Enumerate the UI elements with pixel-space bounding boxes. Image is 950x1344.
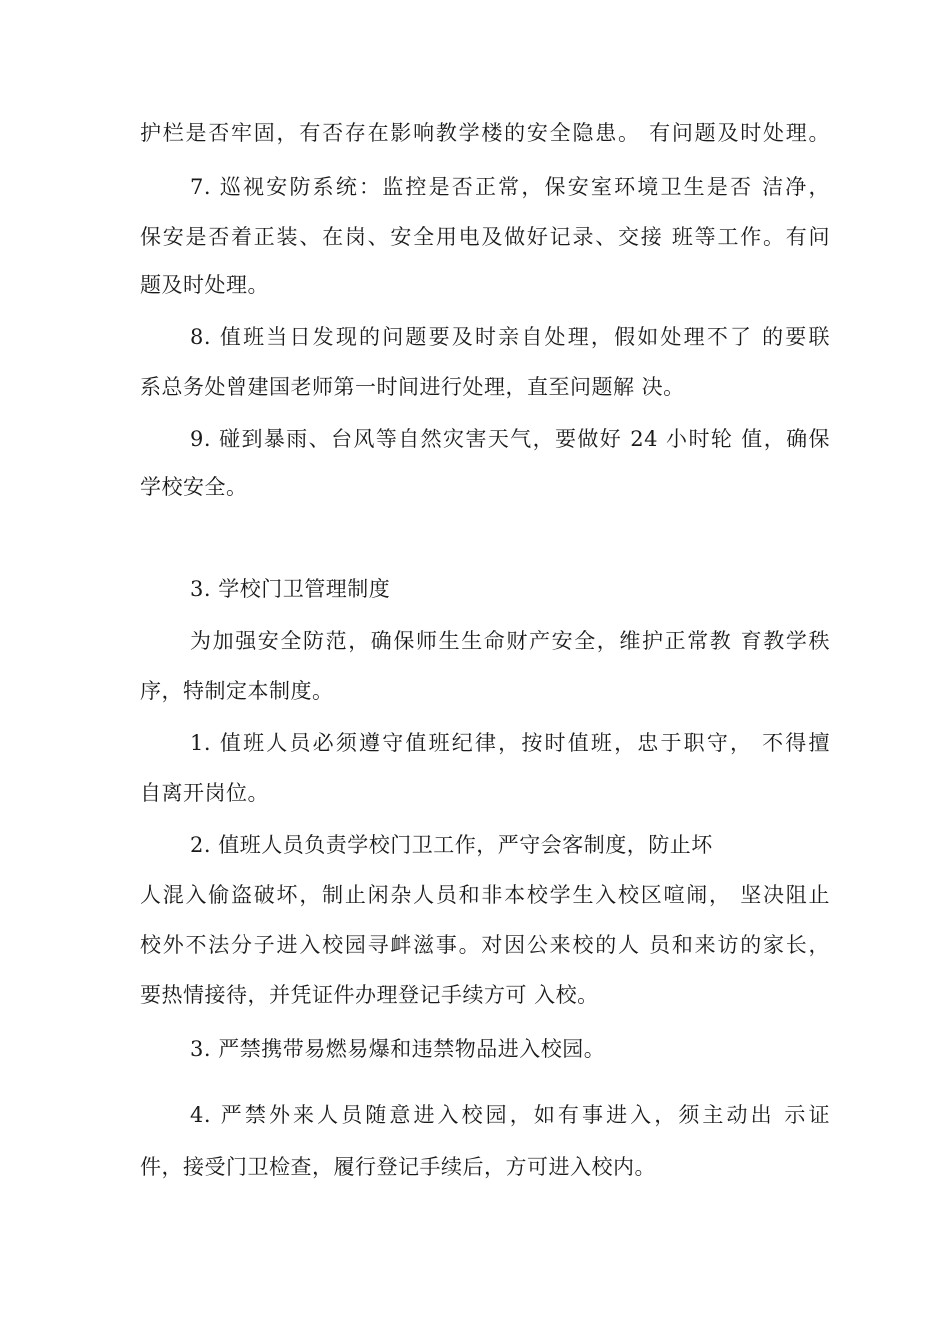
list-item-4: 4. 严禁外来人员随意进入校园，如有事进入，须主动出 示证 <box>190 1103 830 1127</box>
text-line: 件，接受门卫检查，履行登记手续后，方可进入校内。 <box>140 1155 656 1179</box>
text-line: 校外不法分子进入校园寻衅滋事。对因公来校的人 员和来访的家长， <box>140 933 830 957</box>
text-line: 护栏是否牢固，有否存在影响教学楼的安全隐患。 有问题及时处理。 <box>140 121 830 145</box>
paragraph-intro: 为加强安全防范，确保师生生命财产安全，维护正常教 育教学秩 <box>190 629 830 653</box>
text-line: 人混入偷盗破坏，制止闲杂人员和非本校学生入校区喧闹， 坚决阻止 <box>140 883 830 907</box>
text-line: 要热情接待，并凭证件办理登记手续方可 入校。 <box>140 983 599 1007</box>
text-line: 系总务处曾建国老师第一时间进行处理，直至问题解 决。 <box>140 375 685 399</box>
list-item-2: 2. 值班人员负责学校门卫工作，严守会客制度，防止坏 <box>190 833 713 857</box>
text-line: 自离开岗位。 <box>140 781 269 805</box>
section-heading: 3. 学校门卫管理制度 <box>190 577 391 601</box>
text-line: 学校安全。 <box>140 475 248 499</box>
list-item-8: 8. 值班当日发现的问题要及时亲自处理，假如处理不了 的要联 <box>190 325 830 349</box>
list-item-3: 3. 严禁携带易燃易爆和违禁物品进入校园。 <box>190 1037 606 1061</box>
text-line: 序，特制定本制度。 <box>140 679 334 703</box>
text-line: 保安是否着正装、在岗、安全用电及做好记录、交接 班等工作。有问 <box>140 225 830 249</box>
text-line: 题及时处理。 <box>140 273 269 297</box>
list-item-1: 1. 值班人员必须遵守值班纪律，按时值班，忠于职守， 不得擅 <box>190 731 830 755</box>
list-item-7: 7. 巡视安防系统：监控是否正常，保安室环境卫生是否 洁净， <box>190 175 830 199</box>
list-item-9: 9. 碰到暴雨、台风等自然灾害天气，要做好 24 小时轮 值，确保 <box>190 427 830 451</box>
